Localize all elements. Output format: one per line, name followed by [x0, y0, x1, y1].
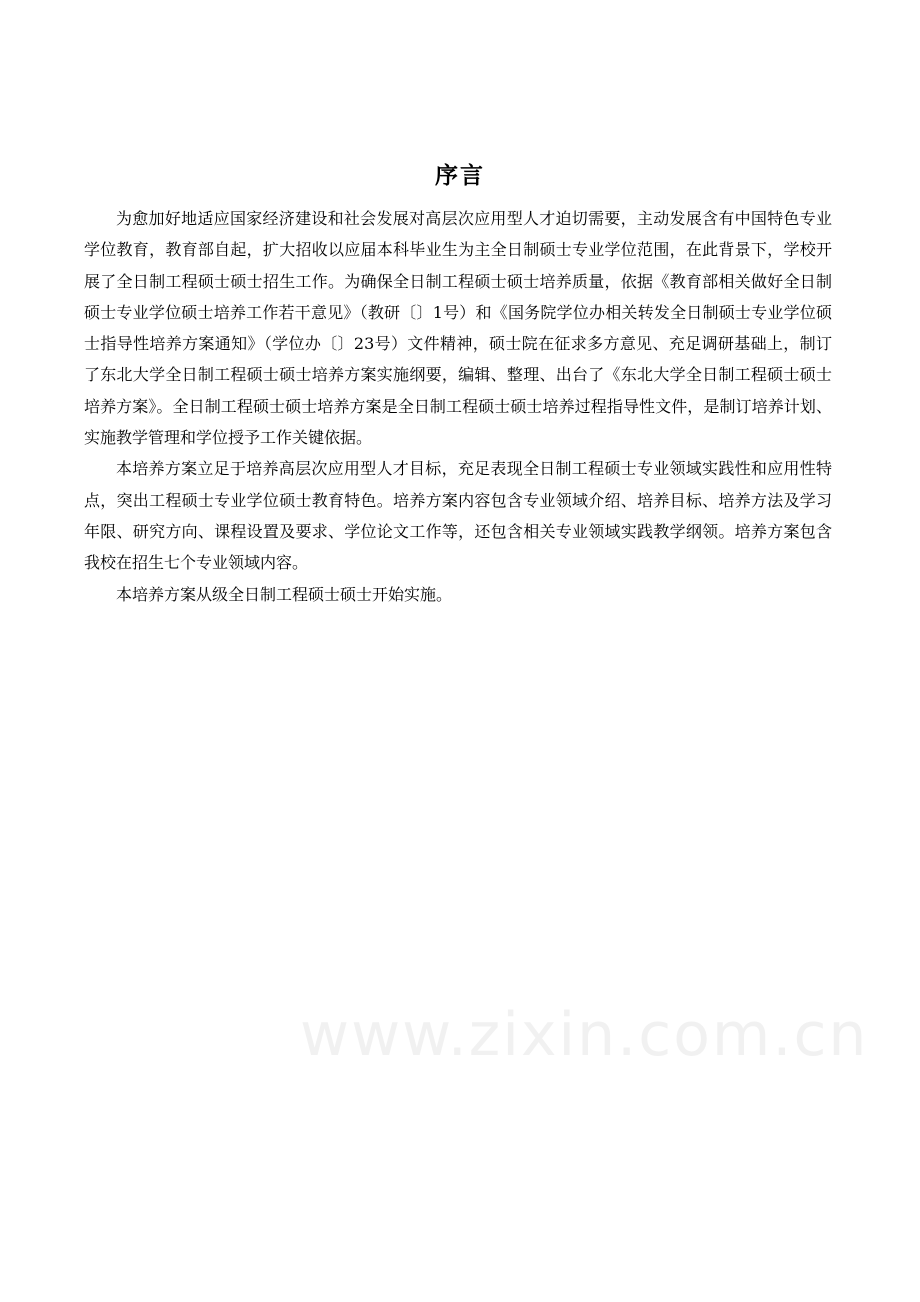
- watermark: www.zixin.com.cn: [300, 1000, 869, 1070]
- document-body: [84, 203, 832, 610]
- document-title: 序言: [435, 163, 485, 189]
- paragraph-2: 本培养方案立足于培养高层次应用型人才目标，充足表现全日制工程硕士专业领域实践性和应用性特点，突出工程硕士专业学位硕士教育特色。培养方案内容包含专业领域介绍、培养目标、培养方法及学习年限、研究方向、课程设置及要求、学位论文工作等，还包含相关专业领域实践教学纲领。培养方案包含我校在招生七个专业领域内容。: [84, 459, 832, 573]
- paragraph-3: 本培养方案从级全日制工程硕士硕士开始实施。: [116, 584, 453, 604]
- paragraph-1: 为愈加好地适应国家经济建设和社会发展对高层次应用型人才迫切需要，主动发展含有中国特色专业学位教育，教育部自起，扩大招收以应届本科毕业生为主全日制硕士专业学位范围，在此背景下，学校开展了全日制工程硕士硕士招生工作。为确保全日制工程硕士硕士培养质量，依据《教育部相关做好全日制硕士专业学位硕士培养工作若干意见》（教研〔〕1号）和《国务院学位办相关转发全日制硕士专业学位硕士指导性培养方案通知》（学位办〔〕23号）文件精神，硕士院在征求多方意见、充足调研基础上，制订了东北大学全日制工程硕士硕士培养方案实施纲要，编辑、整理、出台了《东北大学全日制工程硕士硕士培养方案》。全日制工程硕士硕士培养方案是全日制工程硕士硕士培养过程指导性文件，是制订培养计划、实施教学管理和学位授予工作关键依据。: [84, 209, 832, 448]
